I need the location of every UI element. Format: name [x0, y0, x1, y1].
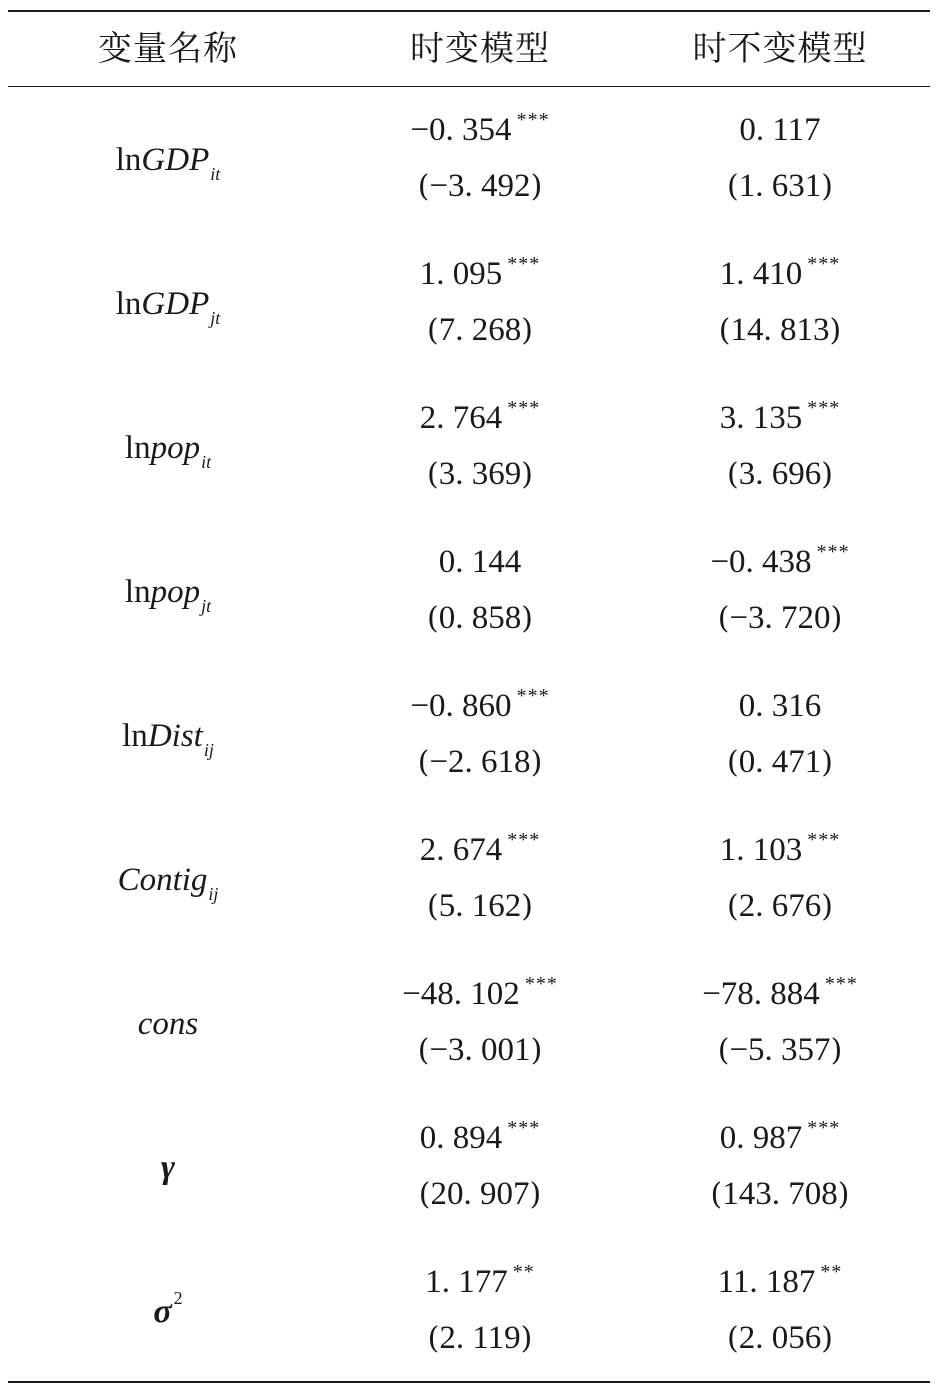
t-statistic-value: 143. 708 — [722, 1176, 838, 1212]
variable-name-cell — [18, 664, 318, 808]
t-statistic-value: −2. 618 — [429, 744, 531, 780]
time-invariant-coefficient — [630, 1117, 930, 1157]
open-paren: ( — [427, 457, 439, 492]
t-statistic-value: 0. 471 — [738, 744, 822, 780]
time-varying-coefficient — [330, 253, 630, 293]
significance-stars: ** — [820, 1261, 843, 1283]
variable-subscript: jt — [210, 307, 221, 328]
variable-symbol: Dist — [147, 717, 203, 754]
close-paren: ) — [830, 601, 843, 636]
close-paren: ) — [837, 1177, 850, 1212]
close-paren: ) — [821, 169, 833, 204]
t-statistic-value: 14. 813 — [730, 312, 830, 348]
variable-name-cell — [18, 88, 318, 232]
time-invariant-t-statistic — [630, 888, 930, 925]
time-varying-value-cell — [330, 232, 630, 376]
table-row — [0, 88, 938, 232]
coefficient-value: 3. 135 — [719, 400, 803, 436]
significance-stars: *** — [824, 973, 858, 995]
time-invariant-t-statistic — [630, 1176, 930, 1213]
open-paren: ( — [427, 313, 439, 348]
time-varying-t-statistic — [330, 1176, 630, 1213]
time-invariant-value-cell — [630, 376, 930, 520]
t-statistic-value: −3. 492 — [429, 168, 531, 204]
significance-stars: *** — [807, 829, 841, 851]
close-paren: ) — [529, 1177, 542, 1212]
close-paren: ) — [530, 169, 543, 204]
close-paren: ) — [830, 1033, 843, 1068]
t-statistic-value: 2. 119 — [439, 1320, 521, 1356]
open-paren: ( — [727, 1321, 739, 1356]
variable-name-cell — [18, 952, 318, 1096]
time-varying-coefficient — [330, 544, 630, 581]
time-varying-value-cell — [330, 664, 630, 808]
time-invariant-coefficient — [630, 973, 930, 1013]
open-paren: ( — [727, 745, 739, 780]
time-invariant-t-statistic — [630, 456, 930, 493]
coefficient-value: −78. 884 — [702, 976, 820, 1012]
close-paren: ) — [521, 313, 533, 348]
variable-log-prefix: ln — [122, 717, 148, 754]
time-varying-value-cell — [330, 88, 630, 232]
close-paren: ) — [530, 745, 543, 780]
close-paren: ) — [521, 889, 533, 924]
close-paren: ) — [530, 1033, 543, 1068]
significance-stars: *** — [507, 253, 541, 275]
t-statistic-value: 2. 056 — [738, 1320, 822, 1356]
variable-subscript: it — [201, 451, 212, 472]
open-paren: ( — [427, 1321, 440, 1356]
significance-stars: *** — [816, 541, 850, 563]
time-varying-t-statistic — [330, 456, 630, 493]
time-varying-coefficient — [330, 685, 630, 725]
time-varying-t-statistic — [330, 1320, 630, 1357]
time-varying-coefficient — [330, 397, 630, 437]
significance-stars: *** — [507, 397, 541, 419]
variable-subscript: ij — [203, 739, 214, 760]
variable-superscript: 2 — [173, 1287, 183, 1308]
t-statistic-value: 0. 858 — [438, 600, 522, 636]
table-row — [0, 376, 938, 520]
coefficient-value: 2. 764 — [419, 400, 503, 436]
open-paren: ( — [418, 1177, 431, 1212]
coefficient-value: 0. 316 — [738, 688, 822, 724]
t-statistic-value: 20. 907 — [430, 1176, 530, 1212]
header-time-invariant-model: 时不变模型 — [692, 29, 868, 69]
close-paren: ) — [821, 457, 833, 492]
time-invariant-value-cell — [630, 232, 930, 376]
time-varying-coefficient — [330, 1117, 630, 1157]
variable-symbol: σ — [153, 1293, 172, 1330]
significance-stars: *** — [807, 1117, 841, 1139]
time-invariant-coefficient — [630, 253, 930, 293]
coefficient-value: 1. 177 — [425, 1264, 508, 1300]
open-paren: ( — [718, 313, 731, 348]
time-varying-value-cell — [330, 376, 630, 520]
close-paren: ) — [520, 1321, 533, 1356]
coefficient-value: 0. 987 — [719, 1120, 803, 1156]
coefficient-value: 1. 103 — [719, 832, 803, 868]
variable-subscript: ij — [208, 883, 219, 904]
open-paren: ( — [417, 169, 430, 204]
time-invariant-t-statistic — [630, 1320, 930, 1357]
variable-name-cell — [18, 1096, 318, 1240]
header-variable-name: 变量名称 — [98, 29, 238, 69]
coefficient-value: −0. 354 — [410, 112, 512, 148]
significance-stars: *** — [507, 829, 541, 851]
time-varying-t-statistic — [330, 600, 630, 637]
coefficient-value: 0. 117 — [739, 112, 821, 148]
t-statistic-value: 1. 631 — [738, 168, 822, 204]
variable-symbol: pop — [150, 573, 201, 610]
time-invariant-t-statistic — [630, 168, 930, 205]
coefficient-value: 11. 187 — [717, 1264, 816, 1300]
time-invariant-coefficient — [630, 1261, 930, 1301]
variable-log-prefix: ln — [115, 141, 142, 178]
time-invariant-t-statistic — [630, 1032, 930, 1069]
time-varying-value-cell — [330, 952, 630, 1096]
table-row — [0, 808, 938, 952]
variable-symbol: γ — [160, 1149, 176, 1186]
time-varying-coefficient — [330, 829, 630, 869]
open-paren: ( — [717, 1033, 730, 1068]
t-statistic-value: 3. 696 — [738, 456, 822, 492]
t-statistic-value: 3. 369 — [438, 456, 522, 492]
time-varying-coefficient — [330, 973, 630, 1013]
table-row — [0, 232, 938, 376]
significance-stars: *** — [516, 685, 550, 707]
table-row — [0, 664, 938, 808]
table-bottom-rule — [8, 1381, 930, 1383]
time-invariant-t-statistic — [630, 744, 930, 781]
variable-name-cell — [18, 376, 318, 520]
close-paren: ) — [821, 889, 833, 924]
coefficient-value: −0. 438 — [710, 544, 812, 580]
time-varying-coefficient — [330, 1261, 630, 1301]
time-varying-value-cell — [330, 1096, 630, 1240]
variable-name-cell — [18, 808, 318, 952]
t-statistic-value: −3. 720 — [729, 600, 831, 636]
coefficient-value: 2. 674 — [419, 832, 503, 868]
significance-stars: *** — [507, 1117, 541, 1139]
variable-symbol: Contig — [117, 861, 208, 898]
time-varying-value-cell — [330, 520, 630, 664]
significance-stars: *** — [516, 109, 550, 131]
time-invariant-coefficient — [630, 829, 930, 869]
variable-symbol: GDP — [141, 285, 210, 322]
variable-symbol: GDP — [141, 141, 210, 178]
open-paren: ( — [727, 169, 739, 204]
time-invariant-value-cell — [630, 952, 930, 1096]
t-statistic-value: 7. 268 — [438, 312, 522, 348]
t-statistic-value: 2. 676 — [738, 888, 822, 924]
variable-name-cell — [18, 232, 318, 376]
time-invariant-coefficient — [630, 688, 930, 725]
time-varying-t-statistic — [330, 1032, 630, 1069]
time-varying-t-statistic — [330, 744, 630, 781]
time-invariant-value-cell — [630, 664, 930, 808]
time-varying-value-cell — [330, 808, 630, 952]
variable-name-cell — [18, 1240, 318, 1384]
variable-symbol: pop — [150, 429, 201, 466]
close-paren: ) — [521, 601, 533, 636]
time-varying-coefficient — [330, 109, 630, 149]
coefficient-value: −0. 860 — [410, 688, 512, 724]
t-statistic-value: −3. 001 — [429, 1032, 531, 1068]
header-time-varying-model: 时变模型 — [410, 29, 550, 69]
time-invariant-t-statistic — [630, 312, 930, 349]
time-invariant-t-statistic — [630, 600, 930, 637]
time-invariant-coefficient — [630, 397, 930, 437]
open-paren: ( — [427, 889, 439, 924]
time-invariant-coefficient — [630, 541, 930, 581]
open-paren: ( — [417, 1033, 430, 1068]
time-invariant-value-cell — [630, 520, 930, 664]
variable-log-prefix: ln — [124, 429, 151, 466]
close-paren: ) — [829, 313, 842, 348]
variable-name-cell — [18, 520, 318, 664]
time-varying-t-statistic — [330, 312, 630, 349]
variable-subscript: it — [210, 163, 221, 184]
close-paren: ) — [821, 1321, 833, 1356]
open-paren: ( — [727, 457, 739, 492]
variable-symbol: cons — [137, 1005, 199, 1042]
open-paren: ( — [727, 889, 739, 924]
coefficient-value: −48. 102 — [402, 976, 520, 1012]
close-paren: ) — [521, 457, 533, 492]
significance-stars: *** — [807, 253, 841, 275]
table-row — [0, 1096, 938, 1240]
significance-stars: *** — [807, 397, 841, 419]
time-invariant-value-cell — [630, 1240, 930, 1384]
time-varying-t-statistic — [330, 888, 630, 925]
time-varying-t-statistic — [330, 168, 630, 205]
time-invariant-value-cell — [630, 808, 930, 952]
variable-subscript: jt — [201, 595, 212, 616]
t-statistic-value: −5. 357 — [729, 1032, 831, 1068]
open-paren: ( — [710, 1177, 723, 1212]
close-paren: ) — [821, 745, 833, 780]
significance-stars: ** — [512, 1261, 535, 1283]
open-paren: ( — [417, 745, 430, 780]
open-paren: ( — [717, 601, 730, 636]
time-invariant-value-cell — [630, 88, 930, 232]
time-varying-value-cell — [330, 1240, 630, 1384]
open-paren: ( — [427, 601, 439, 636]
time-invariant-value-cell — [630, 1096, 930, 1240]
variable-log-prefix: ln — [115, 285, 142, 322]
coefficient-value: 1. 410 — [719, 256, 803, 292]
table-row — [0, 520, 938, 664]
table-header — [0, 12, 938, 86]
variable-log-prefix: ln — [124, 573, 151, 610]
significance-stars: *** — [524, 973, 558, 995]
table-row — [0, 952, 938, 1096]
coefficient-value: 0. 144 — [438, 544, 522, 580]
t-statistic-value: 5. 162 — [438, 888, 522, 924]
coefficient-value: 0. 894 — [419, 1120, 503, 1156]
table-header-rule — [8, 86, 930, 87]
table-row — [0, 1240, 938, 1384]
time-invariant-coefficient — [630, 112, 930, 149]
coefficient-value: 1. 095 — [419, 256, 503, 292]
